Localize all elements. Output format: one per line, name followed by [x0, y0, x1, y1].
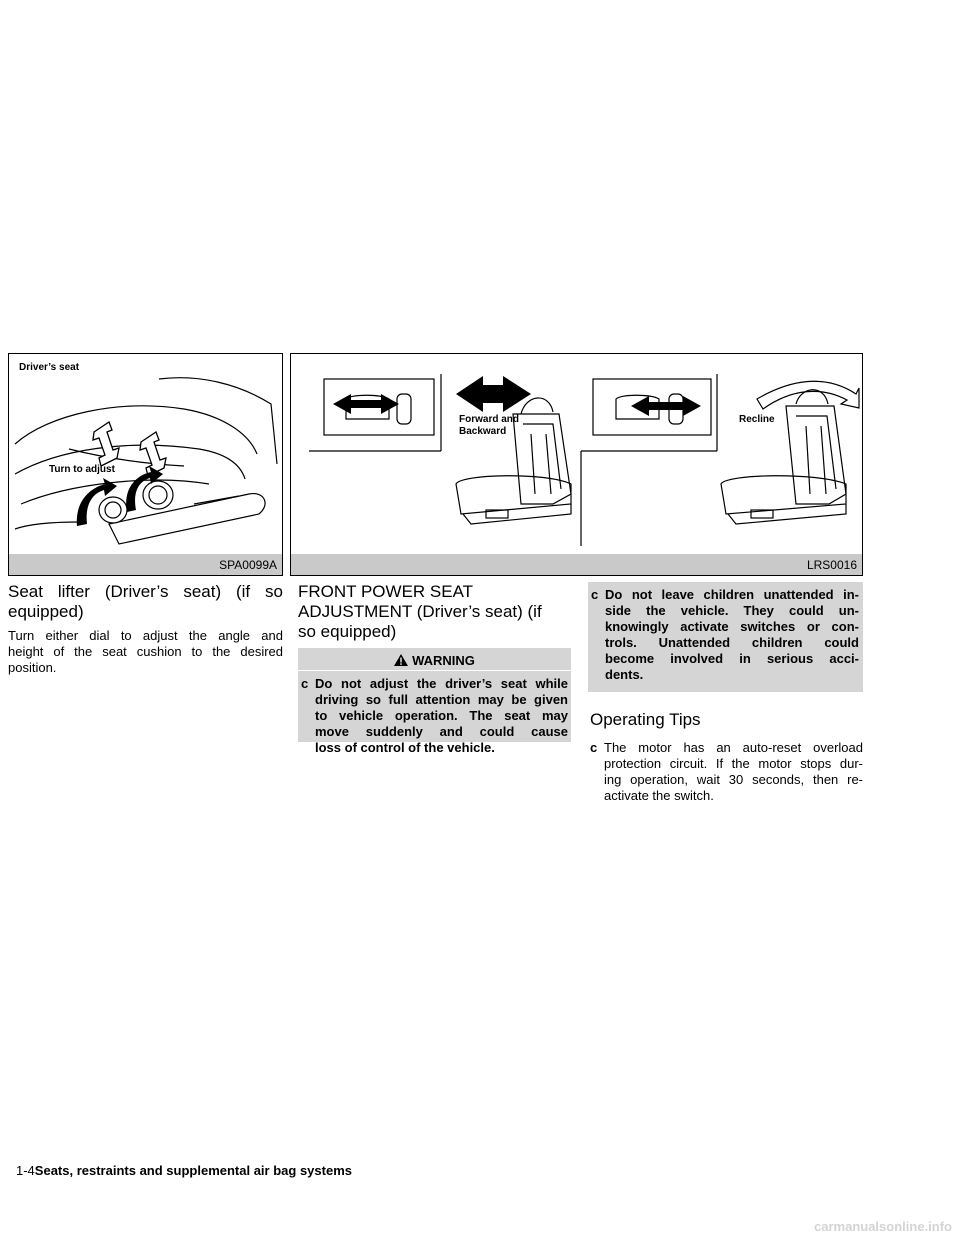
power-seat-illustration — [291, 354, 863, 556]
bullet-icon: c — [591, 587, 599, 602]
warning-line: move suddenly and could cause — [315, 724, 568, 739]
tip-bullet — [590, 740, 863, 806]
warning-box-children — [588, 582, 863, 692]
warning-line: knowingly activate switches or con- — [605, 619, 859, 634]
footer-section-title: Seats, restraints and supplemental air bag systems — [34, 1163, 352, 1178]
section-heading-power-seat — [298, 582, 573, 642]
warning-line: loss of control of the vehicle. — [315, 740, 495, 755]
seat-lifter-paragraph — [8, 628, 283, 676]
bullet-icon: c — [590, 740, 598, 755]
page-footer — [16, 1163, 352, 1179]
warning-line: driving so full attention may be given — [315, 692, 568, 707]
figure-label-backward: Backward — [459, 426, 507, 437]
warning-bullet — [591, 587, 859, 687]
heading-line: so equipped) — [298, 622, 397, 641]
warning-divider — [298, 670, 571, 671]
warning-line: trols. Unattended children could — [605, 635, 859, 650]
warning-line: dents. — [605, 667, 644, 682]
warning-title — [298, 652, 571, 670]
heading-line: Seat lifter (Driver’s seat) (if so — [8, 582, 283, 601]
paragraph-line: height of the seat cushion to the desired — [8, 644, 283, 659]
page-number: 1-4 — [16, 1163, 35, 1178]
paragraph-line: position. — [8, 660, 57, 675]
subheading-operating-tips: Operating Tips — [590, 710, 701, 729]
bullet-icon: c — [301, 676, 309, 691]
tip-line: protection circuit. If the motor stops dur- — [604, 756, 863, 771]
figure-code: SPA0099A — [219, 558, 277, 572]
figure-label-recline: Recline — [739, 414, 775, 425]
warning-bullet — [301, 676, 568, 758]
seat-lifter-illustration — [9, 354, 283, 556]
warning-line: Do not leave children unattended in- — [605, 587, 859, 602]
heading-line: ADJUSTMENT (Driver’s seat) (if — [298, 602, 542, 621]
warning-line: to vehicle operation. The seat may — [315, 708, 568, 723]
figure-label-turn: Turn to adjust — [49, 464, 115, 475]
heading-line: equipped) — [8, 602, 84, 621]
tip-line: The motor has an auto-reset overload — [604, 740, 863, 755]
warning-line: side the vehicle. They could un- — [605, 603, 859, 618]
paragraph-line: Turn either dial to adjust the angle and — [8, 628, 283, 643]
watermark-text: carmanualsonline.info — [814, 1219, 952, 1234]
warning-line: Do not adjust the driver’s seat while — [315, 676, 568, 691]
figure-label-forward: Forward and — [459, 414, 520, 425]
figure-seat-lifter — [8, 353, 283, 576]
heading-line: FRONT POWER SEAT — [298, 582, 474, 601]
figure-caption-bar — [9, 554, 282, 575]
tip-line: ing operation, wait 30 seconds, then re- — [604, 772, 863, 787]
section-heading-seat-lifter — [8, 582, 283, 622]
warning-triangle-icon — [394, 654, 408, 666]
figure-code: LRS0016 — [806, 558, 857, 572]
warning-title-text: WARNING — [412, 653, 475, 668]
warning-box-driving — [298, 648, 571, 755]
figure-power-seat — [290, 353, 863, 576]
warning-line: become involved in serious acci- — [605, 651, 859, 666]
figure-caption-bar — [291, 554, 862, 575]
tip-line: activate the switch. — [604, 788, 714, 803]
figure-label-drivers-seat: Driver’s seat — [19, 362, 80, 373]
